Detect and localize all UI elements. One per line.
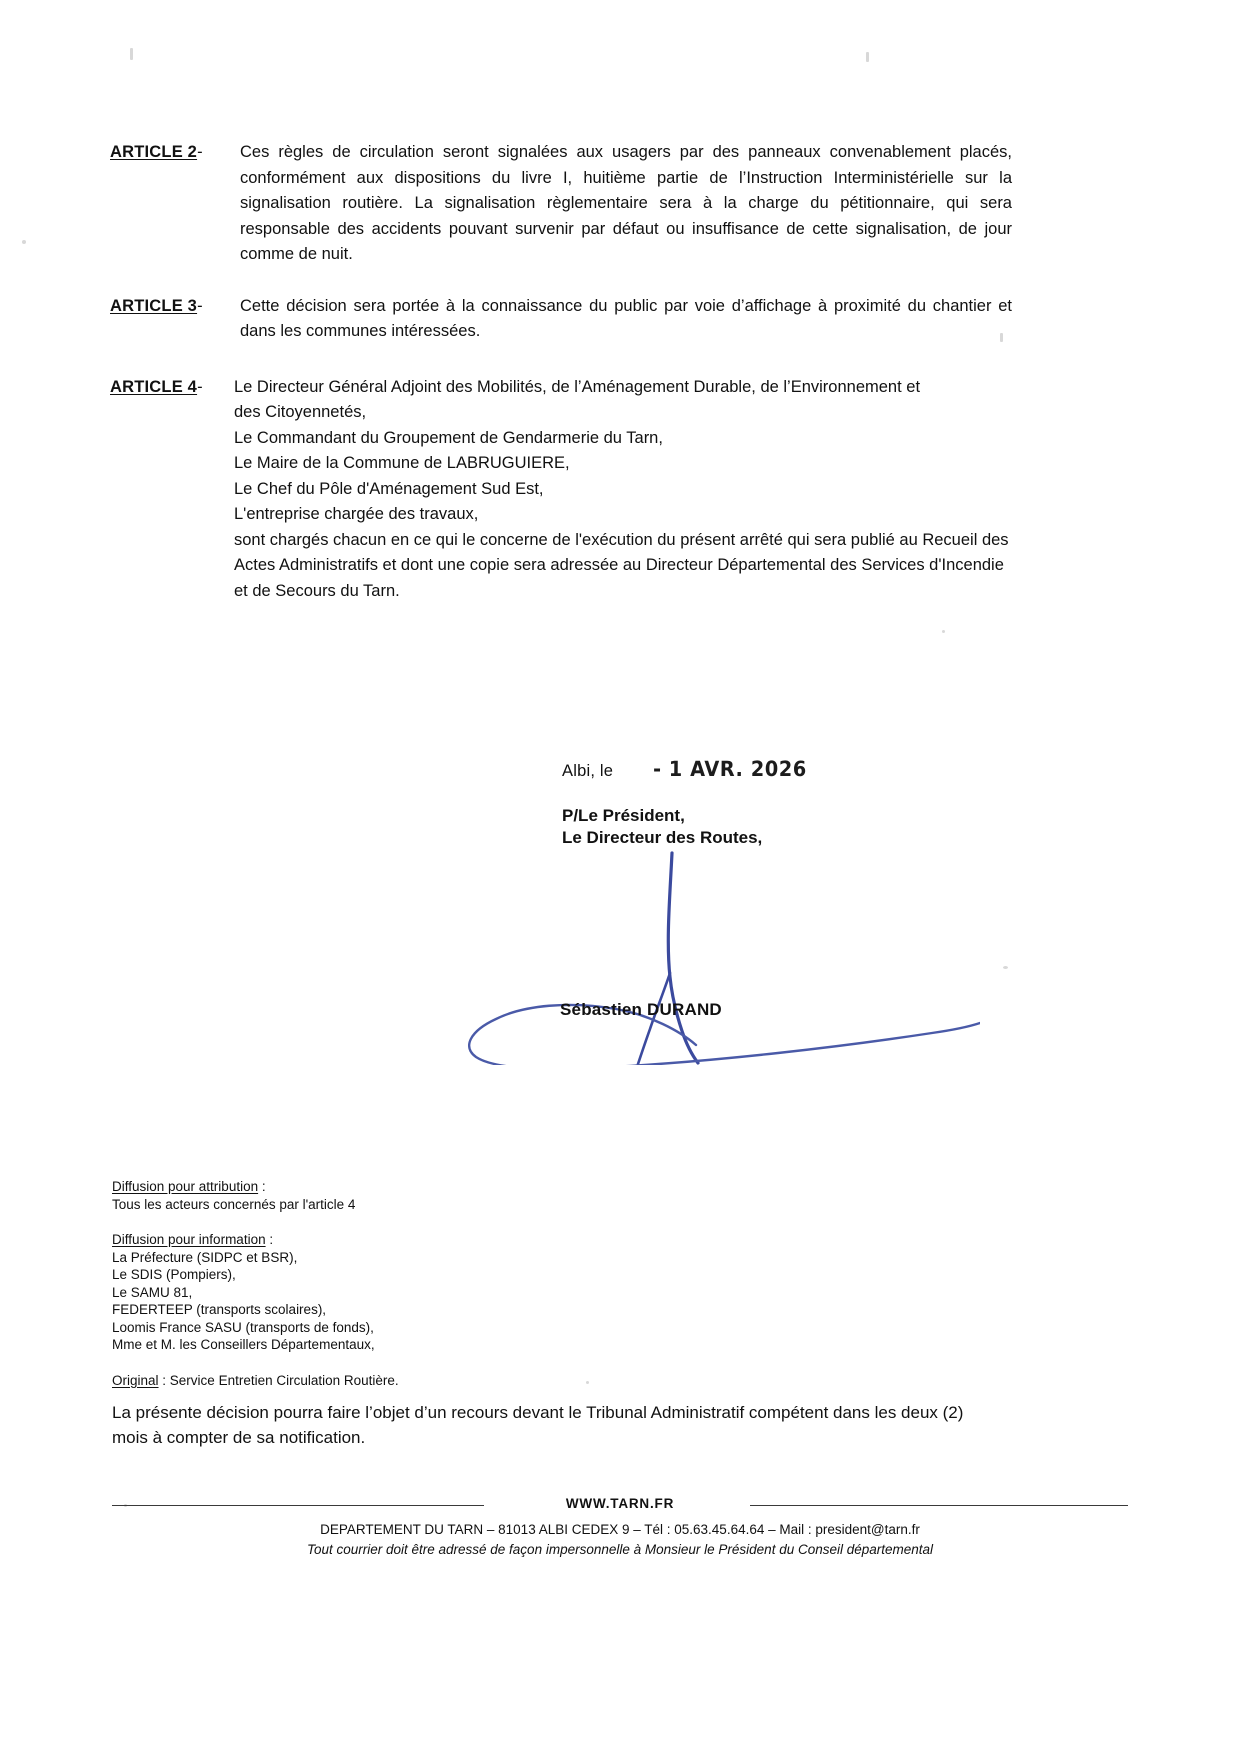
article-4-body: [228, 375, 1012, 605]
diffusion-original-value: Service Entretien Circulation Routière.: [169, 1372, 399, 1388]
article-4-label-text: ARTICLE 4: [110, 377, 198, 396]
scan-speck: [942, 630, 945, 633]
list-item: Le SAMU 81,: [112, 1284, 193, 1300]
scan-speck: [866, 52, 869, 62]
article-2-body: Ces règles de circulation seront signalées aux usagers par des panneaux convenablement placés, conformément aux dispositions du livre I, huitième partie de l’Instruction Interministérielle sur la signalisation routière. La signalisation règlementaire sera à la charge du pétitionnaire, qui sera responsable des accidents pouvant survenir par défaut ou insuffisance de cette signalisation, de jour comme de nuit.: [240, 143, 1012, 263]
article-2-label-text: ARTICLE 2: [110, 143, 198, 161]
articles-container: [110, 140, 1012, 630]
list-item: des Citoyennetés,: [234, 403, 367, 421]
list-item: Tous les acteurs concernés par l'article 4: [112, 1196, 356, 1212]
diffusion-original: [112, 1372, 732, 1390]
list-item: Le Maire de la Commune de LABRUGUIERE,: [234, 454, 570, 472]
article-2-dash: -: [197, 143, 203, 161]
signature-title-line1: P/Le Président,: [562, 806, 685, 825]
diffusion-information-heading-row: [112, 1231, 732, 1249]
footer-website[interactable]: WWW.TARN.FR: [565, 1496, 675, 1511]
list-item: FEDERTEEP (transports scolaires),: [112, 1302, 327, 1317]
list-item: Le Directeur Général Adjoint des Mobilités, de l’Aménagement Durable, de l’Environnement et: [234, 377, 921, 396]
article-3-label-text: ARTICLE 3: [110, 296, 198, 315]
diffusion-original-heading: Original: [112, 1372, 159, 1388]
signature-title-line2: Le Directeur des Routes,: [562, 828, 763, 847]
article-3-dash: -: [197, 296, 203, 315]
recours-notice: La présente décision pourra faire l’objet d’un recours devant le Tribunal Administratif compétent dans les deux (2) mois à compter de sa notification.: [112, 1403, 964, 1447]
article-3-label: [110, 294, 234, 319]
signature-block: [562, 757, 1042, 849]
list-item: Mme et M. les Conseillers Départementaux,: [112, 1337, 375, 1352]
article-2-label: [110, 140, 234, 165]
handwritten-signature-icon: [420, 845, 980, 1065]
footer-notice: Tout courrier doit être adressé de façon impersonnelle à Monsieur le Président du Conseil départemental: [306, 1542, 934, 1557]
article-4-dash: -: [197, 377, 203, 396]
diffusion-section: [112, 1178, 732, 1389]
article-3: [110, 294, 1012, 345]
diffusion-attribution: [112, 1178, 732, 1213]
signature-title: [562, 805, 1042, 849]
article-4-label: [110, 375, 228, 400]
diffusion-original-colon: :: [158, 1372, 170, 1388]
article-4-recipient-list: [234, 375, 1012, 528]
footer-address: DEPARTEMENT DU TARN – 81013 ALBI CEDEX 9 – Tél : 05.63.45.64.64 – Mail : president@tarn.fr: [320, 1522, 920, 1537]
diffusion-information-colon: :: [265, 1232, 274, 1247]
diffusion-information: [112, 1231, 732, 1354]
article-4: [110, 375, 1012, 605]
article-2: [110, 140, 1012, 268]
signature-place-label: Albi, le: [562, 762, 614, 780]
article-3-body: Cette décision sera portée à la connaissance du public par voie d’affichage à proximité du chantier et dans les communes intéressées.: [240, 296, 1012, 340]
list-item: Le SDIS (Pompiers),: [112, 1267, 236, 1282]
signer-name: Sébastien DURAND: [560, 1000, 722, 1019]
diffusion-attribution-heading: Diffusion pour attribution: [112, 1179, 259, 1194]
diffusion-attribution-heading-row: [112, 1178, 732, 1196]
date-stamp: - 1 AVR. 2026: [653, 757, 807, 781]
signature-date-row: [562, 757, 1042, 781]
list-item: Loomis France SASU (transports de fonds),: [112, 1319, 374, 1335]
footer-lines: [0, 1520, 1240, 1560]
list-item: Le Commandant du Groupement de Gendarmerie du Tarn,: [234, 428, 663, 447]
scan-speck: [22, 240, 26, 244]
footer-divider: [112, 1496, 1128, 1516]
diffusion-information-heading: Diffusion pour information: [112, 1232, 266, 1247]
scan-speck: [1003, 966, 1008, 969]
diffusion-original-row: [112, 1372, 732, 1390]
list-item: Le Chef du Pôle d'Aménagement Sud Est,: [234, 479, 544, 498]
diffusion-attribution-colon: :: [258, 1179, 266, 1194]
list-item: La Préfecture (SIDPC et BSR),: [112, 1249, 298, 1265]
scan-speck: [130, 48, 133, 60]
list-item: L'entreprise chargée des travaux,: [234, 505, 479, 523]
article-4-closing: sont chargés chacun en ce qui le concerne de l'exécution du présent arrêté qui sera publié au Recueil des Actes Administratifs et dont une copie sera adressée au Directeur Départemental des Services d'Incendie et de Secours du Tarn.: [234, 530, 1009, 600]
